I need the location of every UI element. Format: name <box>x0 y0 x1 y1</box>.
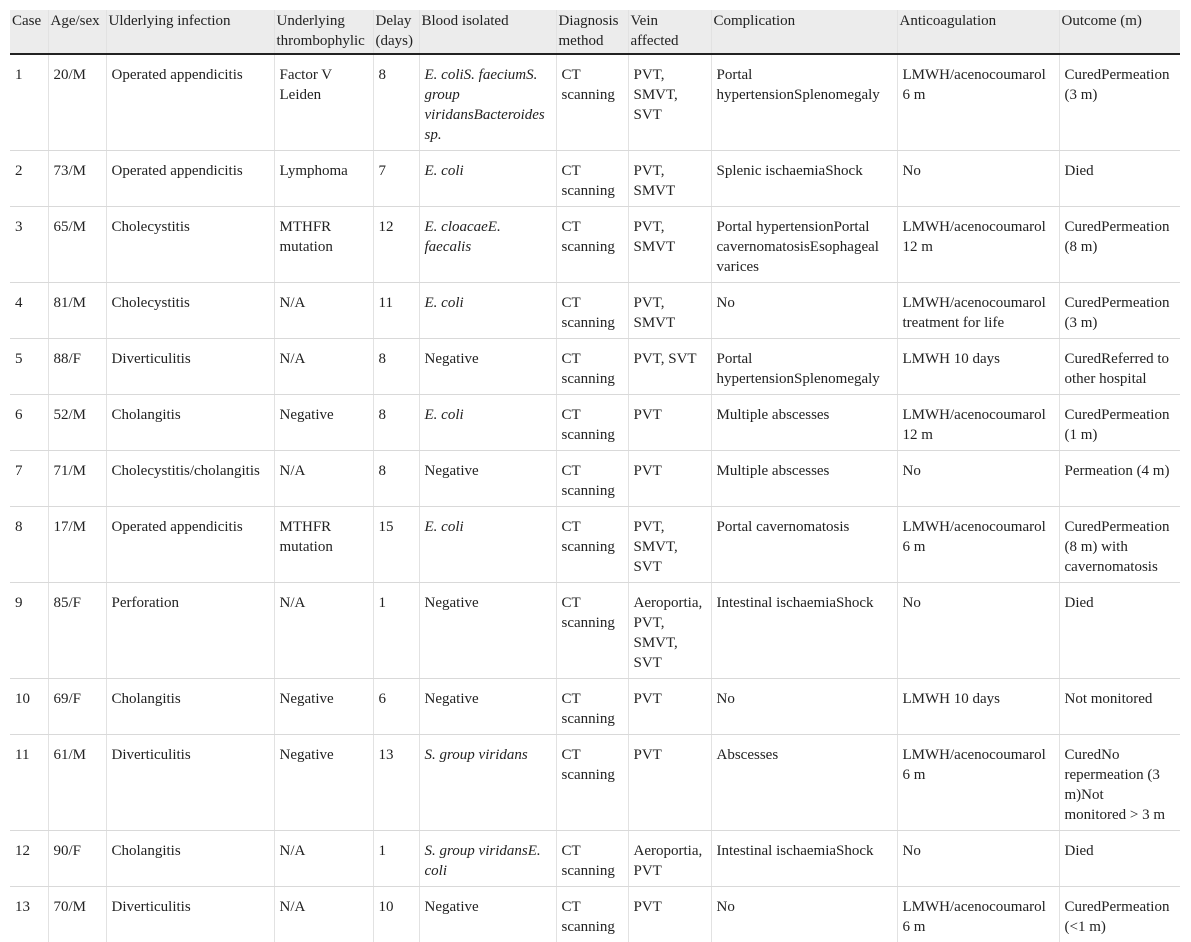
cell-age-sex: 61/M <box>48 735 106 831</box>
cell-complication: Portal hypertensionSplenomegaly <box>711 54 897 151</box>
header-delay: Delay (days) <box>373 10 419 54</box>
cell-infection: Cholecystitis/cholangitis <box>106 451 274 507</box>
case-table <box>10 10 1180 942</box>
cell-blood: E. coli <box>419 151 556 207</box>
cell-thrombophylic: Negative <box>274 395 373 451</box>
cell-infection: Diverticulitis <box>106 339 274 395</box>
cell-case: 4 <box>10 283 48 339</box>
cell-vein: PVT, SMVT <box>628 207 711 283</box>
cell-outcome: Not monitored <box>1059 679 1180 735</box>
cell-infection: Cholangitis <box>106 679 274 735</box>
cell-anticoagulation: No <box>897 831 1059 887</box>
cell-delay: 13 <box>373 735 419 831</box>
table-row <box>10 339 1180 395</box>
cell-diagnosis: CT scanning <box>556 54 628 151</box>
cell-thrombophylic: Lymphoma <box>274 151 373 207</box>
cell-delay: 15 <box>373 507 419 583</box>
header-infection: Ulderlying infection <box>106 10 274 54</box>
cell-thrombophylic: N/A <box>274 887 373 942</box>
cell-age-sex: 20/M <box>48 54 106 151</box>
table-row <box>10 507 1180 583</box>
cell-thrombophylic: MTHFR mutation <box>274 507 373 583</box>
cell-blood: Negative <box>419 887 556 942</box>
cell-complication: Portal cavernomatosis <box>711 507 897 583</box>
table-row <box>10 151 1180 207</box>
cell-age-sex: 85/F <box>48 583 106 679</box>
cell-outcome: Died <box>1059 151 1180 207</box>
cell-anticoagulation: LMWH 10 days <box>897 339 1059 395</box>
cell-complication: Abscesses <box>711 735 897 831</box>
cell-complication: No <box>711 679 897 735</box>
table-row <box>10 283 1180 339</box>
cell-blood: E. coli <box>419 395 556 451</box>
table-row <box>10 831 1180 887</box>
cell-anticoagulation: LMWH 10 days <box>897 679 1059 735</box>
cell-delay: 11 <box>373 283 419 339</box>
table-container <box>10 10 1180 942</box>
header-vein: Vein affected <box>628 10 711 54</box>
cell-complication: Portal hypertensionPortal cavernomatosisEsophageal varices <box>711 207 897 283</box>
cell-outcome: CuredPermeation (8 m) with cavernomatosis <box>1059 507 1180 583</box>
cell-vein: PVT, SMVT, SVT <box>628 54 711 151</box>
cell-diagnosis: CT scanning <box>556 151 628 207</box>
cell-diagnosis: CT scanning <box>556 207 628 283</box>
cell-case: 2 <box>10 151 48 207</box>
cell-thrombophylic: N/A <box>274 831 373 887</box>
cell-blood: E. cloacaeE. faecalis <box>419 207 556 283</box>
cell-delay: 8 <box>373 451 419 507</box>
cell-case: 8 <box>10 507 48 583</box>
table-row <box>10 735 1180 831</box>
cell-age-sex: 73/M <box>48 151 106 207</box>
cell-outcome: CuredNo repermeation (3 m)Not monitored > 3 m <box>1059 735 1180 831</box>
header-outcome: Outcome (m) <box>1059 10 1180 54</box>
cell-infection: Diverticulitis <box>106 735 274 831</box>
cell-outcome: CuredReferred to other hospital <box>1059 339 1180 395</box>
header-age-sex: Age/sex <box>48 10 106 54</box>
cell-anticoagulation: LMWH/acenocoumarol 6 m <box>897 54 1059 151</box>
cell-diagnosis: CT scanning <box>556 831 628 887</box>
cell-outcome: CuredPermeation (<1 m) <box>1059 887 1180 942</box>
cell-age-sex: 88/F <box>48 339 106 395</box>
cell-delay: 1 <box>373 583 419 679</box>
cell-diagnosis: CT scanning <box>556 735 628 831</box>
cell-anticoagulation: LMWH/acenocoumarol 6 m <box>897 507 1059 583</box>
cell-complication: No <box>711 887 897 942</box>
cell-outcome: CuredPermeation (3 m) <box>1059 283 1180 339</box>
cell-age-sex: 69/F <box>48 679 106 735</box>
cell-case: 5 <box>10 339 48 395</box>
cell-outcome: CuredPermeation (3 m) <box>1059 54 1180 151</box>
table-row <box>10 679 1180 735</box>
cell-blood: S. group viridans <box>419 735 556 831</box>
cell-age-sex: 81/M <box>48 283 106 339</box>
cell-delay: 1 <box>373 831 419 887</box>
cell-thrombophylic: N/A <box>274 339 373 395</box>
cell-infection: Operated appendicitis <box>106 54 274 151</box>
cell-blood: E. coliS. faeciumS. group viridansBacteroides sp. <box>419 54 556 151</box>
cell-vein: PVT, SMVT <box>628 151 711 207</box>
cell-complication: Intestinal ischaemiaShock <box>711 831 897 887</box>
cell-case: 9 <box>10 583 48 679</box>
cell-thrombophylic: MTHFR mutation <box>274 207 373 283</box>
cell-outcome: Permeation (4 m) <box>1059 451 1180 507</box>
cell-blood: E. coli <box>419 283 556 339</box>
cell-anticoagulation: LMWH/acenocoumarol 6 m <box>897 735 1059 831</box>
cell-diagnosis: CT scanning <box>556 583 628 679</box>
cell-delay: 12 <box>373 207 419 283</box>
cell-case: 1 <box>10 54 48 151</box>
cell-delay: 8 <box>373 395 419 451</box>
cell-vein: Aeroportia, PVT <box>628 831 711 887</box>
table-row <box>10 54 1180 151</box>
header-case: Case <box>10 10 48 54</box>
cell-age-sex: 70/M <box>48 887 106 942</box>
cell-complication: No <box>711 283 897 339</box>
cell-infection: Perforation <box>106 583 274 679</box>
cell-infection: Operated appendicitis <box>106 507 274 583</box>
cell-blood: E. coli <box>419 507 556 583</box>
table-row <box>10 207 1180 283</box>
cell-blood: Negative <box>419 679 556 735</box>
cell-infection: Cholecystitis <box>106 283 274 339</box>
cell-outcome: CuredPermeation (1 m) <box>1059 395 1180 451</box>
cell-infection: Operated appendicitis <box>106 151 274 207</box>
cell-age-sex: 52/M <box>48 395 106 451</box>
cell-delay: 7 <box>373 151 419 207</box>
cell-case: 7 <box>10 451 48 507</box>
cell-thrombophylic: N/A <box>274 451 373 507</box>
cell-infection: Cholangitis <box>106 831 274 887</box>
cell-blood: S. group viridansE. coli <box>419 831 556 887</box>
cell-blood: Negative <box>419 583 556 679</box>
cell-age-sex: 71/M <box>48 451 106 507</box>
cell-vein: PVT, SMVT, SVT <box>628 507 711 583</box>
table-body <box>10 54 1180 942</box>
header-anticoagulation: Anticoagulation <box>897 10 1059 54</box>
cell-thrombophylic: N/A <box>274 583 373 679</box>
cell-complication: Splenic ischaemiaShock <box>711 151 897 207</box>
cell-anticoagulation: No <box>897 151 1059 207</box>
cell-age-sex: 65/M <box>48 207 106 283</box>
cell-case: 10 <box>10 679 48 735</box>
cell-anticoagulation: LMWH/acenocoumarol treatment for life <box>897 283 1059 339</box>
cell-vein: PVT, SMVT <box>628 283 711 339</box>
cell-thrombophylic: Negative <box>274 679 373 735</box>
cell-diagnosis: CT scanning <box>556 339 628 395</box>
cell-vein: PVT <box>628 395 711 451</box>
cell-infection: Cholecystitis <box>106 207 274 283</box>
cell-vein: Aeroportia, PVT, SMVT, SVT <box>628 583 711 679</box>
cell-delay: 8 <box>373 54 419 151</box>
cell-infection: Diverticulitis <box>106 887 274 942</box>
cell-outcome: CuredPermeation (8 m) <box>1059 207 1180 283</box>
cell-anticoagulation: LMWH/acenocoumarol 12 m <box>897 395 1059 451</box>
cell-outcome: Died <box>1059 831 1180 887</box>
cell-age-sex: 17/M <box>48 507 106 583</box>
cell-vein: PVT <box>628 887 711 942</box>
cell-complication: Multiple abscesses <box>711 451 897 507</box>
cell-case: 13 <box>10 887 48 942</box>
cell-complication: Portal hypertensionSplenomegaly <box>711 339 897 395</box>
cell-diagnosis: CT scanning <box>556 507 628 583</box>
header-diagnosis: Diagnosis method <box>556 10 628 54</box>
cell-complication: Multiple abscesses <box>711 395 897 451</box>
table-header <box>10 10 1180 54</box>
cell-complication: Intestinal ischaemiaShock <box>711 583 897 679</box>
cell-delay: 10 <box>373 887 419 942</box>
cell-outcome: Died <box>1059 583 1180 679</box>
cell-diagnosis: CT scanning <box>556 451 628 507</box>
cell-vein: PVT, SVT <box>628 339 711 395</box>
cell-anticoagulation: LMWH/acenocoumarol 12 m <box>897 207 1059 283</box>
table-row <box>10 451 1180 507</box>
cell-vein: PVT <box>628 451 711 507</box>
cell-case: 6 <box>10 395 48 451</box>
header-thrombophylic: Underlying thrombophylic <box>274 10 373 54</box>
cell-thrombophylic: Negative <box>274 735 373 831</box>
cell-case: 12 <box>10 831 48 887</box>
table-row <box>10 583 1180 679</box>
cell-infection: Cholangitis <box>106 395 274 451</box>
cell-case: 11 <box>10 735 48 831</box>
cell-diagnosis: CT scanning <box>556 395 628 451</box>
table-row <box>10 887 1180 942</box>
cell-vein: PVT <box>628 679 711 735</box>
table-row <box>10 395 1180 451</box>
header-complication: Complication <box>711 10 897 54</box>
header-blood: Blood isolated <box>419 10 556 54</box>
cell-delay: 6 <box>373 679 419 735</box>
cell-anticoagulation: LMWH/acenocoumarol 6 m <box>897 887 1059 942</box>
cell-diagnosis: CT scanning <box>556 887 628 942</box>
cell-vein: PVT <box>628 735 711 831</box>
cell-delay: 8 <box>373 339 419 395</box>
cell-thrombophylic: Factor V Leiden <box>274 54 373 151</box>
cell-diagnosis: CT scanning <box>556 679 628 735</box>
cell-blood: Negative <box>419 451 556 507</box>
cell-blood: Negative <box>419 339 556 395</box>
cell-diagnosis: CT scanning <box>556 283 628 339</box>
cell-anticoagulation: No <box>897 451 1059 507</box>
cell-anticoagulation: No <box>897 583 1059 679</box>
cell-age-sex: 90/F <box>48 831 106 887</box>
cell-thrombophylic: N/A <box>274 283 373 339</box>
header-row <box>10 10 1180 54</box>
cell-case: 3 <box>10 207 48 283</box>
